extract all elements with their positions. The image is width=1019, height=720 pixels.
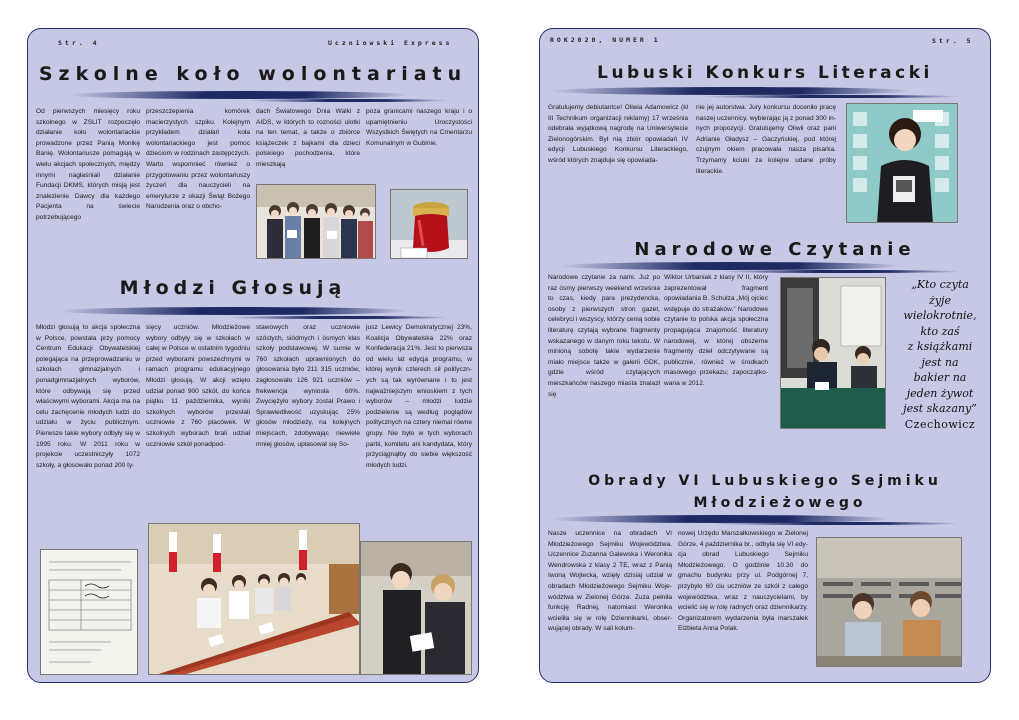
- candle-photo: [390, 189, 468, 259]
- title-underline-swoosh: [559, 262, 902, 270]
- issue-label: ROK2020, NUMER 1: [550, 36, 661, 44]
- article-title-konkurs: Lubuski Konkurs Literacki: [597, 63, 933, 83]
- election-committee-photo: [148, 523, 360, 675]
- article-title-sejmik: Obrady VI Lubuskiego Sejmiku: [588, 473, 942, 489]
- title-underline-swoosh: [67, 91, 410, 99]
- literary-quote: [892, 277, 988, 432]
- article-column: Młodzi głosują to akcja społeczna w Polsce, powstała przy pomocy Centrum Edukacji Obywatelskiej polegająca na przeprowadzaniu w szkołach gimnazjalnych i ponadgimnazjalnych wyborów, które odbywają się przed właściwymi wyborami. Akcja ma na celu zachęcenie młodych ludzi do udziału w życiu publicznym. Pierwsze takie wybory odbyły się w 1995 roku. W 2011 roku w projekcie uczestniczyły 1072 szkoły, a głosowało ponad 200 ty-: [36, 324, 140, 469]
- quote-line: jest skazany”: [903, 402, 977, 415]
- article-column: Wiktor Urbaniak z klasy IV II, który zaprezentował fragment opowiadania B. Schulza „Mój ojciec wstępuje do strażaków.” Narodowe czytanie to polska akcja społeczna propagująca znajomość literatury narodowej, w której obszerne fragmenty dzieł odczytywane są publicznie, również w środkach masowego przekazu; zapoczątkowana w 2012.: [664, 274, 768, 387]
- article-column: Nasze uczennice na obradach VI Młodzieżowego Sejmiku Województwa. Uczennice Zuzanna Galewska i Weronika Wendrowska z klasy 2 TE, wraz z Panią Iwoną Wojtecką, wzięły dzisiaj udział w obradach Młodzieżowego Sejmiku Województwa w Zielonej Górze. Zuza pełniła funkcję Radnej, natomiast Weronika wcieliła się w rolę Dziennikarki, obserwującej obrady. W sali kolum-: [548, 530, 672, 633]
- article-column: Od pierwszych miesięcy roku szkolnego w ZSLIT rozpoczęło działanie koło wolontariackie prowadzone przez Panią Monikę Banię. Wolontariusze pomagają w wielu akcjach społecznych, między innymi nagłaśniali działanie Fundacji DKMS, których misją jest znalezienie Dawcy dla każdego Pacjenta na świecie potrzebującego: [36, 108, 140, 221]
- article-title-wolontariat: Szkolne koło wolontariatu: [38, 63, 468, 85]
- quote-author: Czechowicz: [904, 417, 976, 431]
- article-column: Narodowe czytanie za nami. Już po raz ósmy pierwszy weekend września to czas, kiedy para prezydencka, osoby z pierwszych stron gazet, celebryci i wszyscy, którzy cenią sobie literaturę czytają wybrane fragmenty wskazanego w danym roku tekstu. W minioną sobotę takie wydarzenie miało miejsce także w galerii GDK, gdzie wśród czytających mieszkańców naszego miasta znalazł się: [548, 274, 660, 398]
- article-column: dach Światowego Dnia Walki z AIDS, w których to rozności ulotki na ten temat, a także o zbiórce książeczek z bajkami dla dzieci polskiego pochodzenia, które mieszkają: [256, 108, 360, 168]
- newspaper-page-4: [27, 28, 479, 683]
- volunteers-photo: [256, 184, 376, 259]
- title-underline-swoosh: [709, 522, 960, 525]
- article-title-sejmik-line2: Młodzieżowego: [693, 495, 867, 511]
- reading-event-photo: [780, 277, 886, 429]
- quote-line: jeden żywot: [906, 386, 974, 400]
- title-underline-swoosh: [247, 99, 448, 102]
- students-ballot-photo: [360, 541, 472, 675]
- quote-line: wielokrotnie,: [903, 309, 977, 322]
- quote-line: „Kto czyta: [911, 278, 969, 291]
- ballot-document-photo: [40, 549, 138, 675]
- article-column: przeszczepienia komórek macierzystych szpiku. Kolejnym przykładem działań koła wolontariackiego jest pomoc dzieciom w rodzinach zastępczych. Warto wspomnieć również o przygotowaniu przez wolontariuszy życzeń dla nauczycieli na emeryturze z okazji Świąt Bożego Narodzenia oraz o obcho-: [146, 108, 250, 211]
- article-column: nowej Urzędu Marszałkowskiego w Zielonej Górze, 4 października br., odbyła się VI edycja obrad Lubuskiego Sejmiku Młodzieżowego. O godzinie 10.30 do gmachu budynku przy ul. Podgórnej 7, przybyło 60 ciu uczniów ze szkół z całego województwa, wraz z nauczycielami, by wcielić się w rolę radnych oraz dziennikarzy. Organizatorem wydarzenia była marszałek Elżbieta Anna Polak.: [678, 530, 808, 633]
- quote-line: jest na: [921, 355, 959, 369]
- quote-line: z książkami: [907, 340, 973, 353]
- article-column: nie jej autorstwa. Jury konkursu doceniło pracę naszej uczennicy, wybierając ją z ponad 300 innych propozycji. Gratulujemy Oliwii oraz pani Adrianie Gładysz – Gaczyńskiej, pod której czujnym okiem pracowała nasza pisarka. Trzymamy kciuki za kolejne udane próby literackie.: [696, 104, 836, 175]
- article-title-mlodzi-glosuja: Młodzi Głosują: [119, 277, 347, 299]
- quote-line: bakier na: [913, 371, 967, 384]
- article-column: poza granicami naszego kraju i o upamiętnieniu Uroczystości Wszystkich Świętych na Cmentarzu Komunalnym w Gubinie.: [366, 108, 472, 147]
- newspaper-name: Uczniowski Express: [328, 39, 453, 47]
- title-underline-swoosh: [549, 87, 912, 95]
- title-underline-swoosh: [227, 316, 448, 319]
- page-header: [540, 36, 990, 49]
- page-number: Str. 5: [932, 37, 974, 45]
- title-underline-swoosh: [57, 307, 410, 315]
- page-header: [28, 39, 478, 49]
- newspaper-page-5: [539, 28, 991, 683]
- title-underline-swoosh: [699, 95, 960, 98]
- article-column: jusz Lewicy Demokratycznej 23%, Koalicja Obywatelska 22% oraz Konfederacja 21%. Jest to pierwsza od wielu lat edycja programu, w której wynik czterech sił politycznych są tak wyrównane i to jest najważniejszym wnioskiem z tych wyborów – młodzi ludzie podzielenie są według poglądów politycznych na cztery niemal równe grupy. Nie było w tych wyborach partii, komitetu ani kandydata, który przyciągnąłby do siebie większość młodych ludzi.: [366, 324, 472, 469]
- page-number: Str. 4: [58, 39, 100, 47]
- sejmik-photo: [816, 537, 962, 667]
- article-column: stawowych oraz uczniowie szóstych, siódmych i ósmych klas szkoły podstawowej. W sumie w 760 szkołach uprawnionych do głosowania było 211 315 uczniów, zagłosowało 126 921 uczniów – frekwencja wyniosła 60%. Zwyciężyło wybory został Prawo i Sprawiedliwość uzyskując 25% głosów młodzieży, na kolejnych miejscach, zdobywając niewiele mniej głosów, uplasował się So-: [256, 324, 360, 448]
- quote-line: żyje: [929, 293, 951, 307]
- article-column: sięcy uczniów. Młodzieżowe wybory odbyły się w szkołach w całej w Polsce w ostatnim tygodniu przed wyborami powszechnymi w ramach programu edukacyjnego Młodzi głosują. W akcji wzięło udział ponad 900 szkół, do końca piątku 11 października, wyniki szkolnych wyborów przesłali uczniowie z 760 placówek. W szkolnych wyborach brali udział uczniowie szkół ponadpod-: [146, 324, 250, 448]
- article-column: Gratulujemy debiutantce! Oliwia Adamowicz (kl III Technikum organizacji reklamy) 17 września odebrała wyjątkową nagrodę na Uniwersytecie Zielonogórskim. Był nią zbiór opowiadań IV edycji Lubuskiego Konkursu Literackiego, wśród których znajduje się opowiada-: [548, 104, 688, 164]
- award-winner-photo: [846, 103, 958, 223]
- article-title-narodowe-czytanie: Narodowe Czytanie: [634, 239, 916, 260]
- quote-line: kto zaś: [920, 324, 960, 338]
